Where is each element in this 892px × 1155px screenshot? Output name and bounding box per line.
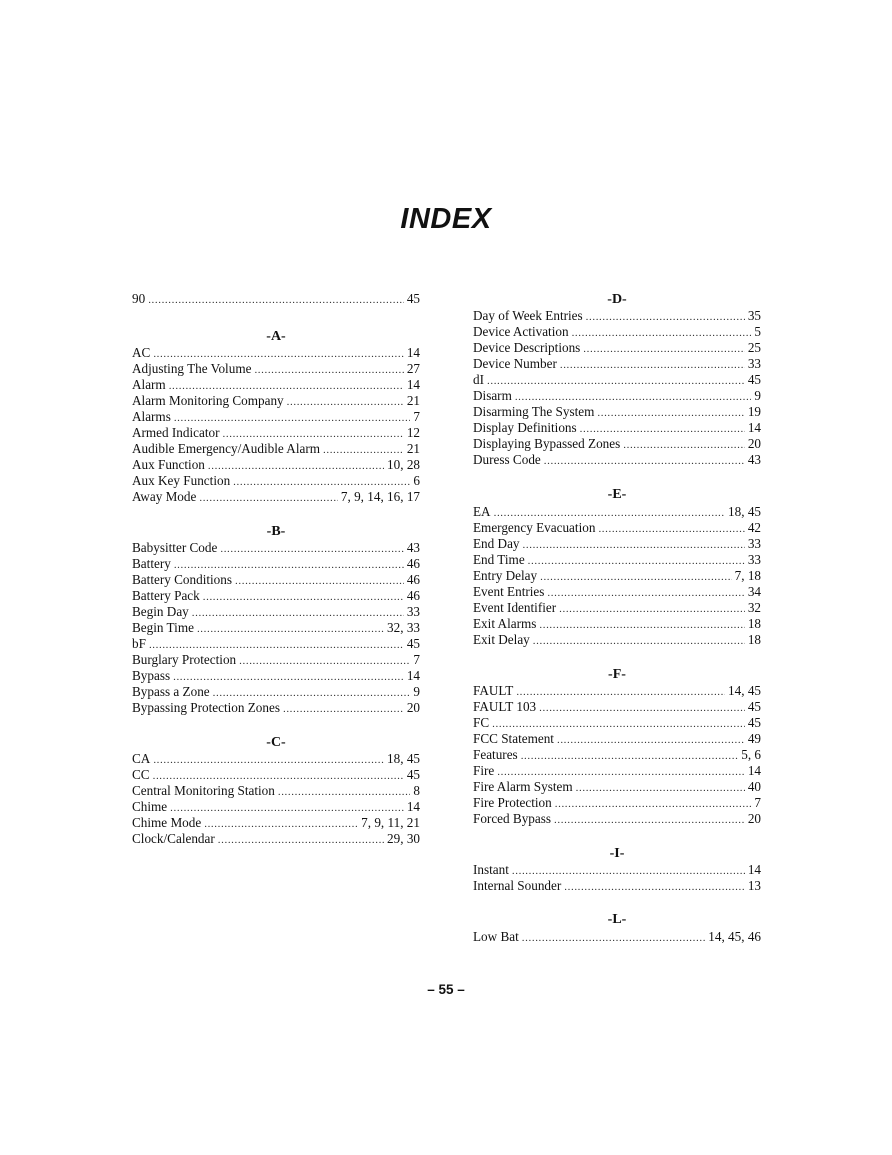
leader-dots (169, 377, 404, 394)
index-pages: 45 (747, 372, 761, 387)
leader-dots (173, 668, 404, 685)
index-term: Exit Delay (473, 632, 530, 647)
index-entry (132, 652, 420, 668)
index-entry (132, 409, 420, 425)
index-entry (473, 600, 761, 616)
index-pages: 40 (747, 779, 761, 794)
index-term: Display Definitions (473, 420, 577, 435)
index-pages: 18, 45 (728, 504, 761, 519)
leader-dots (174, 556, 404, 573)
index-pages: 18, 45 (387, 751, 420, 766)
index-term: bF (132, 636, 146, 651)
leader-dots (223, 425, 404, 442)
leader-dots (278, 783, 411, 800)
leader-dots (623, 436, 745, 453)
index-term: Day of Week Entries (473, 308, 583, 323)
index-pages: 18 (747, 632, 761, 647)
index-entry (132, 604, 420, 620)
leader-dots (523, 536, 745, 553)
index-term: End Time (473, 552, 525, 567)
index-entry (473, 536, 761, 552)
index-term: Device Descriptions (473, 340, 581, 355)
leader-dots (598, 520, 744, 537)
index-entry (132, 767, 420, 783)
index-pages: 14, 45, 46 (708, 929, 761, 944)
leader-dots (487, 372, 745, 389)
index-pages: 7 (754, 795, 761, 810)
index-pages: 19 (747, 404, 761, 419)
leader-dots (153, 767, 404, 784)
section-heading-e: -E- (607, 487, 627, 502)
index-term: Battery Pack (132, 588, 200, 603)
index-term: Event Identifier (473, 600, 557, 615)
index-entry (473, 795, 761, 811)
index-term: EA (473, 504, 491, 519)
index-entry (473, 420, 761, 436)
leader-dots (203, 588, 404, 605)
leader-dots (213, 684, 411, 701)
index-entry (132, 291, 420, 307)
index-entry (132, 457, 420, 473)
leader-dots (192, 604, 404, 621)
index-term: Chime Mode (132, 815, 202, 830)
index-pages: 14 (747, 862, 761, 877)
leader-dots (560, 356, 745, 373)
index-pages: 45 (406, 291, 420, 306)
index-pages: 5 (754, 324, 761, 339)
leader-dots (233, 473, 410, 490)
index-entry (473, 452, 761, 468)
index-term: FAULT (473, 683, 514, 698)
index-term: Alarms (132, 409, 171, 424)
section-heading-f: -F- (608, 667, 626, 682)
index-term: Emergency Evacuation (473, 520, 596, 535)
leader-dots (283, 700, 404, 717)
section-heading-l: -L- (607, 912, 627, 927)
index-pages: 45 (747, 699, 761, 714)
index-term: Low Bat (473, 929, 519, 944)
index-pages: 14 (747, 420, 761, 435)
leader-dots (170, 799, 404, 816)
index-term: dI (473, 372, 484, 387)
index-pages: 49 (747, 731, 761, 746)
index-entry (132, 831, 420, 847)
leader-dots (208, 457, 384, 474)
index-entry (473, 324, 761, 340)
index-pages: 9 (413, 684, 420, 699)
section-heading-d: -D- (607, 292, 627, 307)
leader-dots (220, 540, 403, 557)
index-pages: 21 (406, 393, 420, 408)
index-pages: 14 (406, 668, 420, 683)
index-entry (132, 636, 420, 652)
leader-dots (323, 441, 404, 458)
index-entry (132, 345, 420, 361)
leader-dots (516, 683, 725, 700)
index-term: FC (473, 715, 490, 730)
index-pages: 10, 28 (387, 457, 420, 472)
leader-dots (494, 504, 725, 521)
index-pages: 14 (406, 377, 420, 392)
leader-dots (239, 652, 410, 669)
index-pages: 14 (747, 763, 761, 778)
index-term: CA (132, 751, 151, 766)
index-entry (132, 441, 420, 457)
index-pages: 46 (406, 588, 420, 603)
leader-dots (153, 751, 384, 768)
index-entry (473, 436, 761, 452)
index-entry (132, 751, 420, 767)
index-entry (473, 731, 761, 747)
index-pages: 25 (747, 340, 761, 355)
index-term: Exit Alarms (473, 616, 537, 631)
index-term: AC (132, 345, 151, 360)
leader-dots (583, 340, 745, 357)
index-pages: 7, 18 (734, 568, 761, 583)
index-term: Fire (473, 763, 495, 778)
index-pages: 43 (747, 452, 761, 467)
index-term: Bypass (132, 668, 171, 683)
index-entry (132, 556, 420, 572)
leader-dots (521, 747, 739, 764)
leader-dots (197, 620, 384, 637)
index-term: 90 (132, 291, 146, 306)
index-term: Babysitter Code (132, 540, 218, 555)
index-term: Disarm (473, 388, 512, 403)
index-term: Bypassing Protection Zones (132, 700, 280, 715)
index-pages: 46 (406, 572, 420, 587)
index-term: Battery Conditions (132, 572, 233, 587)
index-term: Central Monitoring Station (132, 783, 275, 798)
leader-dots (576, 779, 745, 796)
index-term: Burglary Protection (132, 652, 237, 667)
index-term: Device Activation (473, 324, 569, 339)
index-pages: 33 (747, 356, 761, 371)
index-entry (132, 799, 420, 815)
index-pages: 20 (406, 700, 420, 715)
index-entry (132, 377, 420, 393)
index-pages: 7 (413, 409, 420, 424)
index-pages: 13 (747, 878, 761, 893)
index-pages: 21 (406, 441, 420, 456)
index-term: Clock/Calendar (132, 831, 215, 846)
leader-dots (149, 636, 404, 653)
index-pages: 7, 9, 14, 16, 17 (340, 489, 420, 504)
index-pages: 8 (413, 783, 420, 798)
index-entry (132, 684, 420, 700)
index-pages: 43 (406, 540, 420, 555)
leader-dots (497, 763, 745, 780)
leader-dots (235, 572, 404, 589)
index-term: Adjusting The Volume (132, 361, 252, 376)
leader-dots (148, 291, 404, 308)
index-entry (132, 588, 420, 604)
index-term: Battery (132, 556, 171, 571)
index-term: Disarming The System (473, 404, 595, 419)
index-term: FAULT 103 (473, 699, 537, 714)
index-entry (132, 489, 420, 505)
leader-dots (515, 388, 752, 405)
index-pages: 29, 30 (387, 831, 420, 846)
index-term: Alarm Monitoring Company (132, 393, 284, 408)
index-term: End Day (473, 536, 520, 551)
index-entry (473, 340, 761, 356)
index-pages: 33 (747, 552, 761, 567)
index-pages: 5, 6 (741, 747, 761, 762)
index-entry (473, 715, 761, 731)
index-pages: 46 (406, 556, 420, 571)
index-pages: 45 (406, 636, 420, 651)
leader-dots (559, 600, 745, 617)
leader-dots (564, 878, 745, 895)
index-term: Audible Emergency/Audible Alarm (132, 441, 320, 456)
index-term: Device Number (473, 356, 557, 371)
index-pages: 27 (406, 361, 420, 376)
index-pages: 45 (406, 767, 420, 782)
index-pages: 6 (413, 473, 420, 488)
index-term: Event Entries (473, 584, 545, 599)
leader-dots (199, 489, 338, 506)
index-pages: 12 (406, 425, 420, 440)
index-entry (473, 404, 761, 420)
index-entry (473, 504, 761, 520)
leader-dots (597, 404, 744, 421)
index-pages: 14 (406, 799, 420, 814)
index-entry (473, 372, 761, 388)
leader-dots (522, 929, 705, 946)
leader-dots (287, 393, 404, 410)
index-pages: 45 (747, 715, 761, 730)
index-term: Alarm (132, 377, 166, 392)
leader-dots (153, 345, 403, 362)
index-term: CC (132, 767, 150, 782)
leader-dots (586, 308, 745, 325)
index-term: Internal Sounder (473, 878, 562, 893)
section-heading-i: -I- (609, 846, 625, 861)
leader-dots (540, 568, 732, 585)
leader-dots (528, 552, 745, 569)
index-term: Chime (132, 799, 168, 814)
index-pages: 32, 33 (387, 620, 420, 635)
index-term: Fire Protection (473, 795, 552, 810)
index-term: Aux Function (132, 457, 205, 472)
leader-dots (539, 616, 744, 633)
index-term: Away Mode (132, 489, 197, 504)
page-number: – 55 – (427, 982, 465, 997)
index-entry (132, 425, 420, 441)
leader-dots (174, 409, 411, 426)
index-entry (473, 584, 761, 600)
index-entry (132, 815, 420, 831)
leader-dots (204, 815, 358, 832)
index-pages: 32 (747, 600, 761, 615)
leader-dots (580, 420, 745, 437)
index-entry (473, 747, 761, 763)
index-pages: 7, 9, 11, 21 (361, 815, 420, 830)
index-entry (132, 572, 420, 588)
section-heading-b: -B- (266, 524, 286, 539)
leader-dots (218, 831, 384, 848)
leader-dots (512, 862, 745, 879)
index-term: Entry Delay (473, 568, 538, 583)
index-entry (132, 361, 420, 377)
index-pages: 33 (406, 604, 420, 619)
index-entry (132, 540, 420, 556)
index-pages: 18 (747, 616, 761, 631)
index-entry (132, 473, 420, 489)
index-entry (473, 683, 761, 699)
index-entry (473, 862, 761, 878)
index-pages: 14 (406, 345, 420, 360)
leader-dots (533, 632, 745, 649)
index-entry (473, 763, 761, 779)
index-entry (473, 779, 761, 795)
leader-dots (254, 361, 403, 378)
index-term: Begin Time (132, 620, 194, 635)
leader-dots (557, 731, 745, 748)
index-term: Instant (473, 862, 509, 877)
page-title: INDEX (400, 203, 492, 235)
index-entry (473, 616, 761, 632)
index-term: FCC Statement (473, 731, 554, 746)
leader-dots (492, 715, 745, 732)
index-term: Features (473, 747, 518, 762)
index-entry (132, 668, 420, 684)
leader-dots (555, 795, 752, 812)
index-entry (132, 783, 420, 799)
index-pages: 33 (747, 536, 761, 551)
index-entry (473, 929, 761, 945)
leader-dots (539, 699, 745, 716)
leader-dots (572, 324, 752, 341)
index-entry (473, 811, 761, 827)
index-pages: 9 (754, 388, 761, 403)
index-pages: 14, 45 (728, 683, 761, 698)
index-term: Fire Alarm System (473, 779, 573, 794)
index-entry (473, 568, 761, 584)
index-entry (132, 700, 420, 716)
index-pages: 20 (747, 436, 761, 451)
index-entry (132, 393, 420, 409)
index-entry (473, 308, 761, 324)
index-term: Aux Key Function (132, 473, 231, 488)
index-term: Armed Indicator (132, 425, 220, 440)
index-pages: 42 (747, 520, 761, 535)
leader-dots (544, 452, 745, 469)
index-entry (473, 632, 761, 648)
index-entry (132, 620, 420, 636)
index-term: Bypass a Zone (132, 684, 210, 699)
index-pages: 34 (747, 584, 761, 599)
index-pages: 7 (413, 652, 420, 667)
index-term: Forced Bypass (473, 811, 552, 826)
index-term: Begin Day (132, 604, 189, 619)
index-entry (473, 388, 761, 404)
index-pages: 20 (747, 811, 761, 826)
index-pages: 35 (747, 308, 761, 323)
section-heading-a: -A- (266, 329, 286, 344)
index-entry (473, 699, 761, 715)
index-entry (473, 878, 761, 894)
index-entry (473, 520, 761, 536)
section-heading-c: -C- (266, 735, 286, 750)
index-term: Displaying Bypassed Zones (473, 436, 621, 451)
index-entry (473, 356, 761, 372)
leader-dots (547, 584, 744, 601)
index-term: Duress Code (473, 452, 541, 467)
index-entry (473, 552, 761, 568)
leader-dots (554, 811, 745, 828)
